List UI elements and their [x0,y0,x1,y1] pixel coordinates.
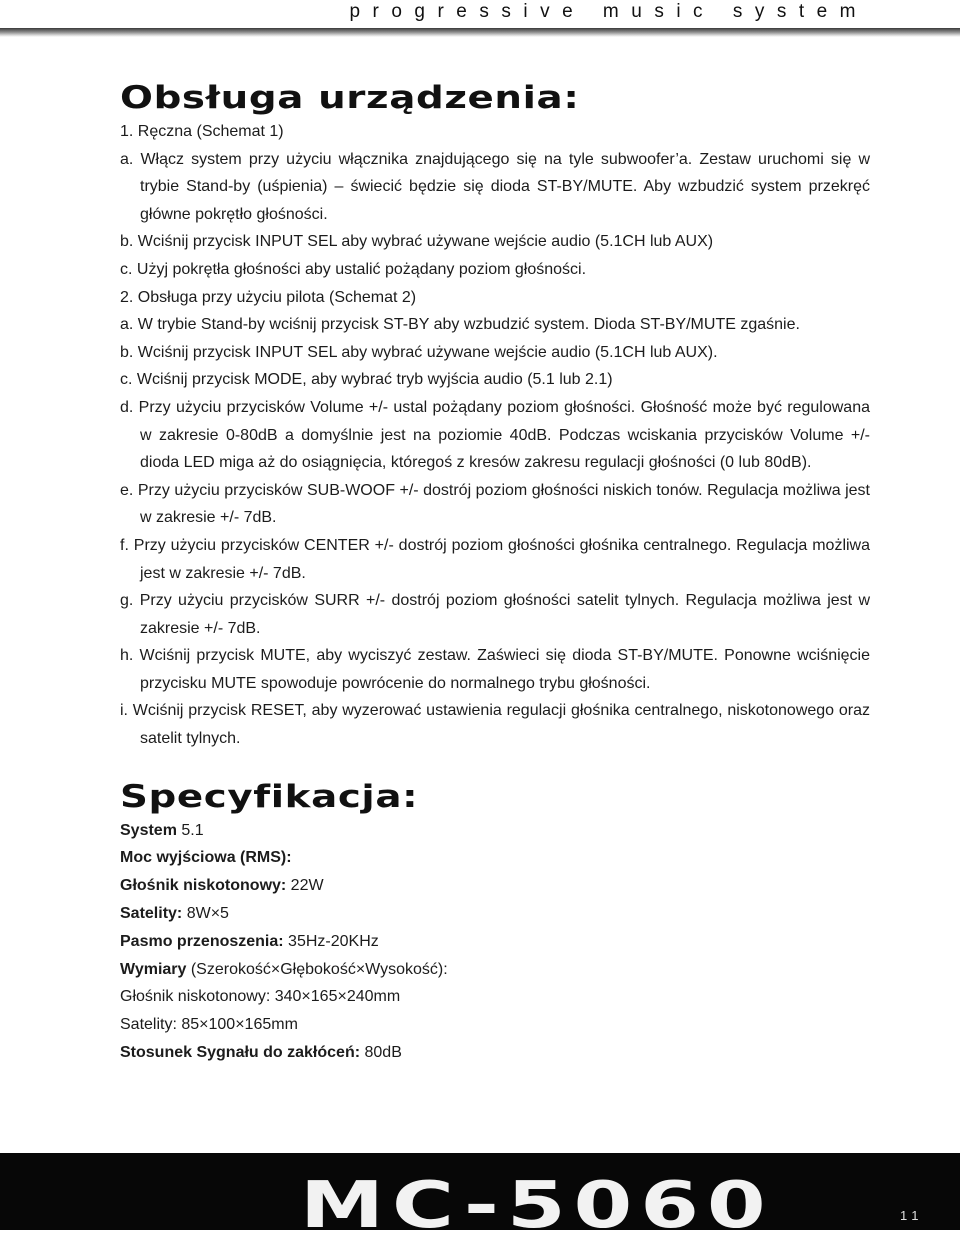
operation-item: 2. Obsługa przy użyciu pilota (Schemat 2) [120,288,417,306]
manual-content [120,78,870,1067]
spec-row [120,817,870,845]
spec-label: Moc wyjściowa (RMS): [120,849,292,867]
operation-item: i. Wciśnij przycisk RESET, aby wyzerować ustawienia regulacji głośnika centralnego, niskotonowego oraz satelit tylnych. [120,702,870,748]
operation-item: b. Wciśnij przycisk INPUT SEL aby wybrać używane wejście audio (5.1CH lub AUX) [120,233,714,251]
operation-item: a. Włącz system przy użyciu włącznika znajdującego się na tyle subwoofer’a. Zestaw uruchomi się w trybie Stand-by (uśpienia) – świecić będzie się dioda ST-BY/MUTE. Aby wzbudzić system przekręć główne pokrętło głośności. [120,150,870,223]
spec-value: 22W [286,877,324,895]
spec-value: Satelity: 85×100×165mm [120,1016,298,1034]
operation-item: e. Przy użyciu przycisków SUB-WOOF +/- dostrój poziom głośności niskich tonów. Regulacja możliwa jest w zakresie +/- 7dB. [120,481,870,527]
spec-row [120,1039,870,1067]
spec-value: Głośnik niskotonowy: 340×165×240mm [120,988,401,1006]
operation-list [120,118,870,753]
spec-row [120,872,870,900]
spec-label: Satelity: [120,905,183,923]
model-name: MC-5060 [300,1169,774,1243]
operation-title: Obsługa urządzenia: [120,80,580,116]
operation-item: b. Wciśnij przycisk INPUT SEL aby wybrać używane wejście audio (5.1CH lub AUX). [120,343,718,361]
operation-item: g. Przy użyciu przycisków SURR +/- dostrój poziom głośności satelit tylnych. Regulacja możliwa jest w zakresie +/- 7dB. [120,592,870,637]
operation-item: d. Przy użyciu przycisków Volume +/- ustal pożądany poziom głośności. Głośność może być regulowana w zakresie 0-80dB a domyślnie jest na poziomie 40dB. Podczas wciskania przycisków Volume +/- dioda LED miga aż do osiągnięcia, któregoś z kresów zakresu regulacji głośności (0 lub 80dB). [120,398,870,472]
spec-value: 5.1 [176,821,204,839]
specs-section [120,777,870,1067]
spec-label: Głośnik niskotonowy: [120,877,287,895]
operation-item: a. W trybie Stand-by wciśnij przycisk ST-BY aby wzbudzić system. Dioda ST-BY/MUTE zgaśnie. [120,316,800,334]
spec-row [120,1011,870,1039]
operation-item: c. Wciśnij przycisk MODE, aby wybrać tryb wyjścia audio (5.1 lub 2.1) [120,371,613,389]
operation-item: c. Użyj pokrętła głośności aby ustalić pożądany poziom głośności. [120,260,587,278]
spec-label: Stosunek Sygnału do zakłóceń: [120,1044,361,1062]
spec-row [120,844,870,872]
spec-value: 8W×5 [182,905,229,923]
spec-value: 80dB [360,1044,402,1062]
specs-title: Specyfikacja: [120,778,419,815]
spec-row [120,956,870,984]
spec-row [120,928,870,956]
operation-item: 1. Ręczna (Schemat 1) [120,123,284,140]
spec-row [120,983,870,1011]
header-bar [0,0,960,28]
spec-label: Wymiary [120,960,187,978]
spec-value: (Szerokość×Głębokość×Wysokość): [186,960,448,978]
spec-value: 35Hz-20KHz [283,932,379,950]
page-number: 11 [900,1208,924,1223]
spec-label: Pasmo przenoszenia: [120,932,284,950]
spec-row [120,900,870,928]
header-rule [0,28,960,37]
spec-label: System [120,821,177,839]
header-tagline: progressive music system [349,1,868,22]
operation-item: f. Przy użyciu przycisków CENTER +/- dostrój poziom głośności głośnika centralnego. Regulacja możliwa jest w zakresie +/- 7dB. [120,536,870,582]
operation-item: h. Wciśnij przycisk MUTE, aby wyciszyć zestaw. Zaświeci się dioda ST-BY/MUTE. Ponowne wciśnięcie przycisku MUTE spowoduje powrócenie do normalnego trybu głośności. [120,647,870,692]
